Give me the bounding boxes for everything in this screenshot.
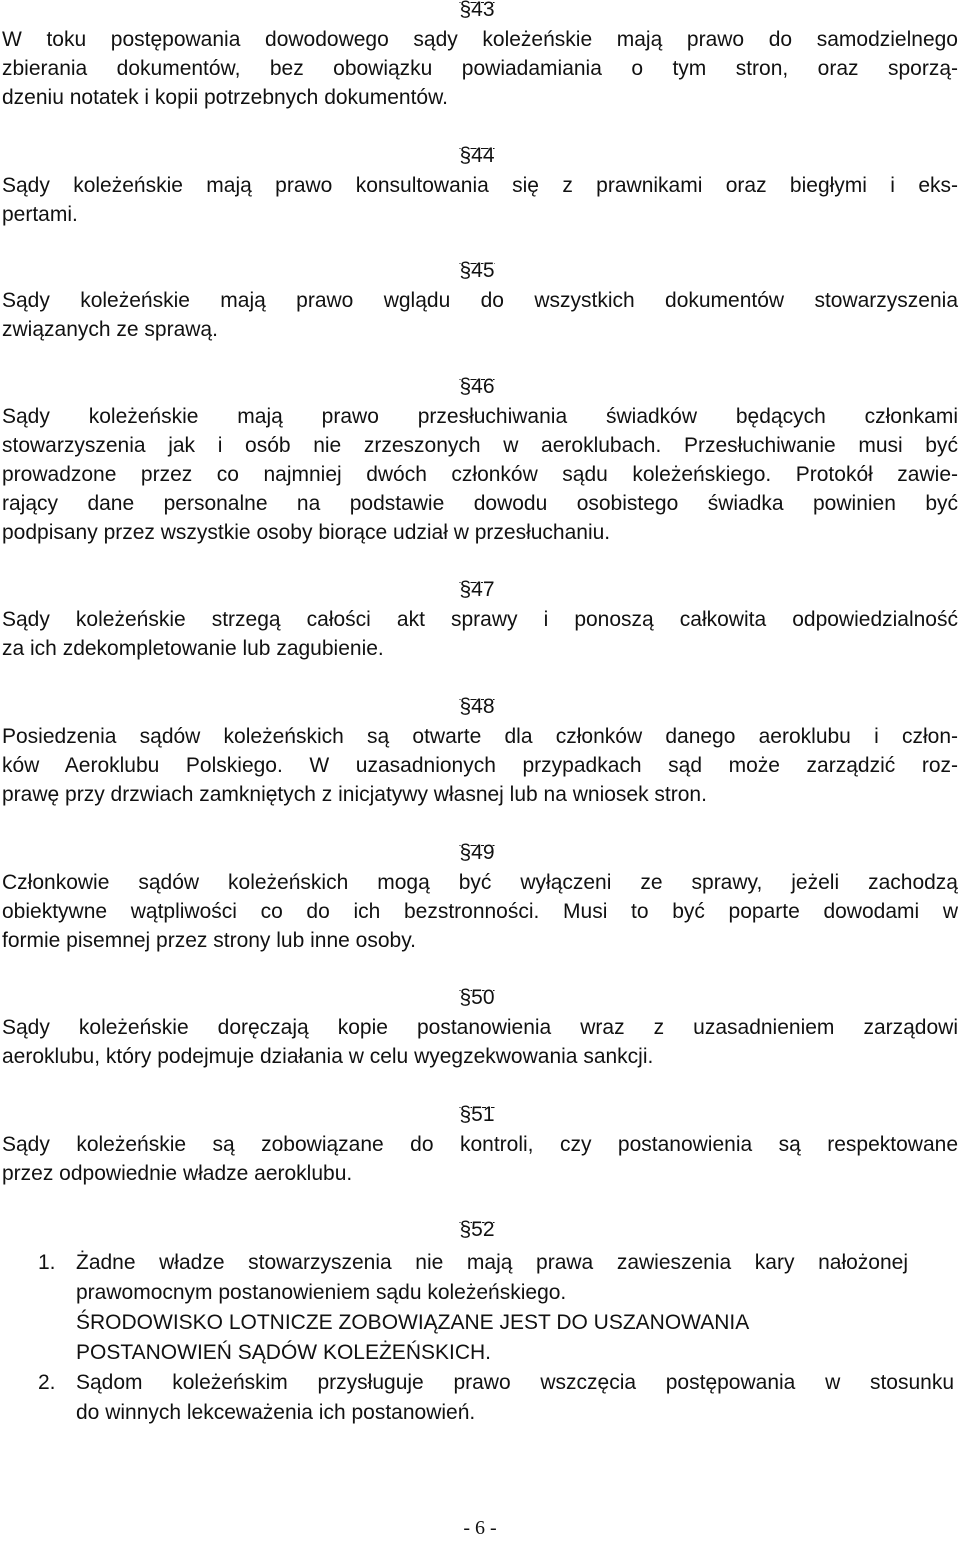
section-heading: §51 xyxy=(459,1103,495,1126)
list-marker: 2. xyxy=(38,1371,56,1394)
text-line: ŚRODOWISKO LOTNICZE ZOBOWIĄZANE JEST DO USZANOWANIA xyxy=(76,1311,750,1334)
text-line: za ich zdekompletowanie lub zagubienie. xyxy=(2,637,384,660)
numbered-list xyxy=(38,1248,958,1428)
section-50 xyxy=(2,983,958,1071)
text-line: do winnych lekceważenia ich postanowień. xyxy=(76,1401,476,1424)
text-line: podpisany przez wszystkie osoby biorące udział w przesłuchaniu. xyxy=(2,521,611,544)
section-heading: §47 xyxy=(459,578,495,601)
section-heading: §49 xyxy=(459,841,495,864)
section-heading: §52 xyxy=(459,1218,495,1241)
text-line: obiektywne wątpliwości co do ich bezstronności. Musi to być poparte dowodami w xyxy=(2,900,958,923)
section-body xyxy=(2,722,958,809)
text-line: Żadne władze stowarzyszenia nie mają prawa zawieszenia kary nałożonej xyxy=(76,1251,908,1274)
section-49 xyxy=(2,838,958,955)
section-heading: §50 xyxy=(459,986,495,1009)
text-line: dzeniu notatek i kopii potrzebnych dokumentów. xyxy=(2,86,448,109)
page-number: - 6 - xyxy=(463,1517,497,1539)
section-heading: §45 xyxy=(459,259,495,282)
list-item xyxy=(38,1368,958,1428)
text-line: prowadzone przez co najmniej dwóch członków sądu koleżeńskiego. Protokół zawie- xyxy=(2,463,958,486)
section-52 xyxy=(2,1215,958,1245)
section-body xyxy=(2,605,958,663)
text-line: Sądom koleżeńskim przysługuje prawo wszczęcia postępowania w stosunku xyxy=(76,1371,954,1394)
section-heading: §48 xyxy=(459,695,495,718)
text-line: W toku postępowania dowodowego sądy koleżeńskie mają prawo do samodzielnego xyxy=(2,28,958,51)
list-item xyxy=(38,1248,958,1368)
text-line: rający dane personalne na podstawie dowodu osobistego świadka powinien być xyxy=(2,492,958,515)
section-body xyxy=(2,1130,958,1188)
section-body xyxy=(2,286,958,344)
text-line: ków Aeroklubu Polskiego. W uzasadnionych przypadkach sąd może zarządzić roz- xyxy=(2,754,958,777)
section-body xyxy=(2,868,958,955)
section-51 xyxy=(2,1100,958,1188)
text-line: prawę przy drzwiach zamkniętych z inicjatywy własnej lub na wniosek stron. xyxy=(2,783,707,806)
text-line: zbierania dokumentów, bez obowiązku powiadamiania o tym stron, oraz sporzą- xyxy=(2,57,958,80)
section-46 xyxy=(2,372,958,547)
text-line: Sądy koleżeńskie mają prawo wglądu do wszystkich dokumentów stowarzyszenia xyxy=(2,289,958,312)
section-body xyxy=(2,25,958,112)
section-body xyxy=(2,171,958,229)
text-line: Posiedzenia sądów koleżeńskich są otwarte dla członków danego aeroklubu i człon- xyxy=(2,725,958,748)
section-44 xyxy=(2,141,958,229)
text-line: Sądy koleżeńskie mają prawo konsultowania się z prawnikami oraz biegłymi i eks- xyxy=(2,174,958,197)
section-43 xyxy=(2,0,958,112)
section-48 xyxy=(2,692,958,809)
text-line: POSTANOWIEŃ SĄDÓW KOLEŻEŃSKICH. xyxy=(76,1341,491,1364)
section-47 xyxy=(2,575,958,663)
text-line: Członkowie sądów koleżeńskich mogą być wyłączeni ze sprawy, jeżeli zachodzą xyxy=(2,871,958,894)
text-line: Sądy koleżeńskie doręczają kopie postanowienia wraz z uzasadnieniem zarządowi xyxy=(2,1016,958,1039)
text-line: pertami. xyxy=(2,203,78,226)
section-body xyxy=(2,402,958,547)
section-heading: §46 xyxy=(459,375,495,398)
text-line: związanych ze sprawą. xyxy=(2,318,218,341)
list-marker: 1. xyxy=(38,1251,56,1274)
section-heading: §44 xyxy=(459,144,495,167)
section-45 xyxy=(2,256,958,344)
text-line: Sądy koleżeńskie mają prawo przesłuchiwania świadków będących członkami xyxy=(2,405,958,428)
text-line: Sądy koleżeńskie są zobowiązane do kontroli, czy postanowienia są respektowane xyxy=(2,1133,958,1156)
text-line: formie pisemnej przez strony lub inne osoby. xyxy=(2,929,416,952)
section-heading: §43 xyxy=(459,0,495,21)
text-line: przez odpowiednie władze aeroklubu. xyxy=(2,1162,353,1185)
text-line: aeroklubu, który podejmuje działania w celu wyegzekwowania sankcji. xyxy=(2,1045,654,1068)
section-body xyxy=(2,1013,958,1071)
text-line: Sądy koleżeńskie strzegą całości akt sprawy i ponoszą całkowita odpowiedzialność xyxy=(2,608,958,631)
text-line: prawomocnym postanowieniem sądu koleżeńskiego. xyxy=(76,1281,567,1304)
text-line: stowarzyszenia jak i osób nie zrzeszonych w aeroklubach. Przesłuchiwanie musi być xyxy=(2,434,958,457)
